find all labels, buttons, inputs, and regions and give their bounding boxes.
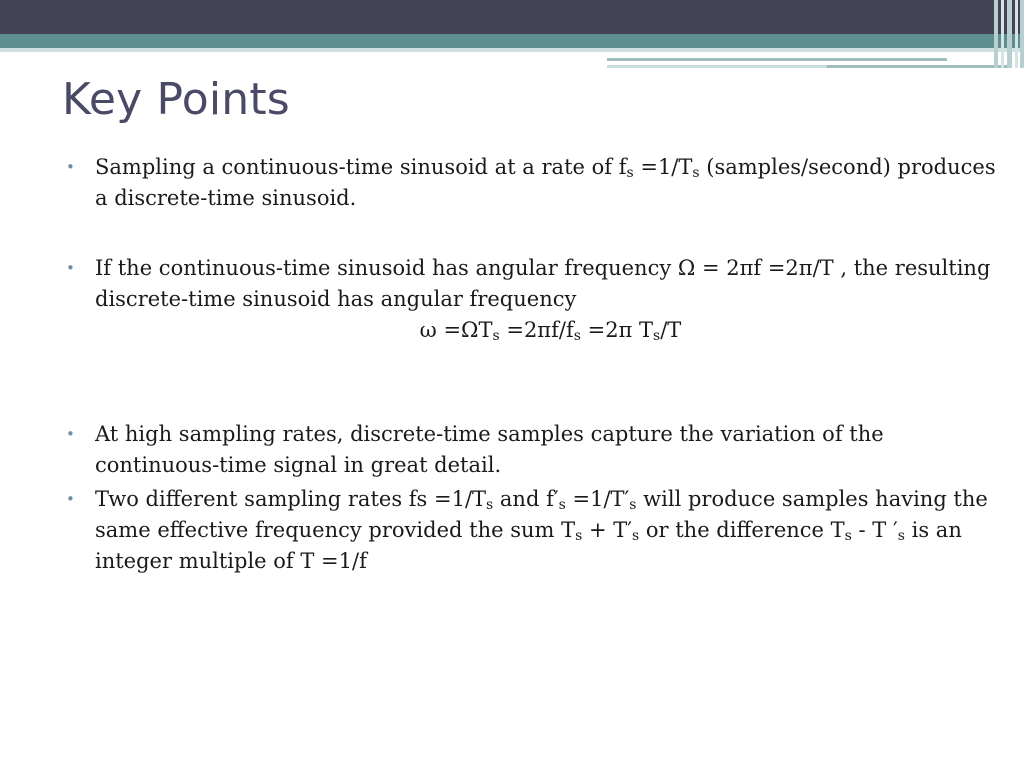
slide-title: Key Points (62, 74, 290, 125)
bullet-icon: • (66, 259, 75, 277)
header-accent-line (607, 58, 947, 61)
equation: $\omega =\Omega T_s =2\pi f/f_s =2\pi$ $T_s/T$ (419, 318, 682, 344)
header-band-light (0, 48, 1024, 52)
bullet-item: • Two different sampling rates fs $=1/T_s$ and $f'_s =1/T'_s$ will produce samples having the same effective frequency provided the sum $T_s + T'_s$ or the difference $T_s$ - T $'_s$ is an integer multiple of T =1/f (66, 484, 1006, 577)
bullet-item: • If the continuous-time sinusoid has angular frequency Ω = 2πf =2π/T , the resulting discrete-time sinusoid has angular frequency (66, 253, 1006, 315)
header-stripes (994, 0, 1024, 68)
slide-body (66, 152, 1006, 577)
header-accent-line (827, 65, 1007, 68)
header-band-dark (0, 0, 1024, 34)
bullet-item: • At high sampling rates, discrete-time samples capture the variation of the continuous-time signal in great detail. (66, 419, 1006, 481)
bullet-icon: • (66, 490, 75, 508)
header-band-teal (0, 34, 1024, 48)
bullet-icon: • (66, 158, 75, 176)
bullet-item: • Sampling a continuous-time sinusoid at a rate of $f_s =1/T_s$ (samples/second) produces a discrete-time sinusoid. (66, 152, 1006, 214)
bullet-icon: • (66, 425, 75, 443)
header-accent-line (607, 65, 827, 68)
